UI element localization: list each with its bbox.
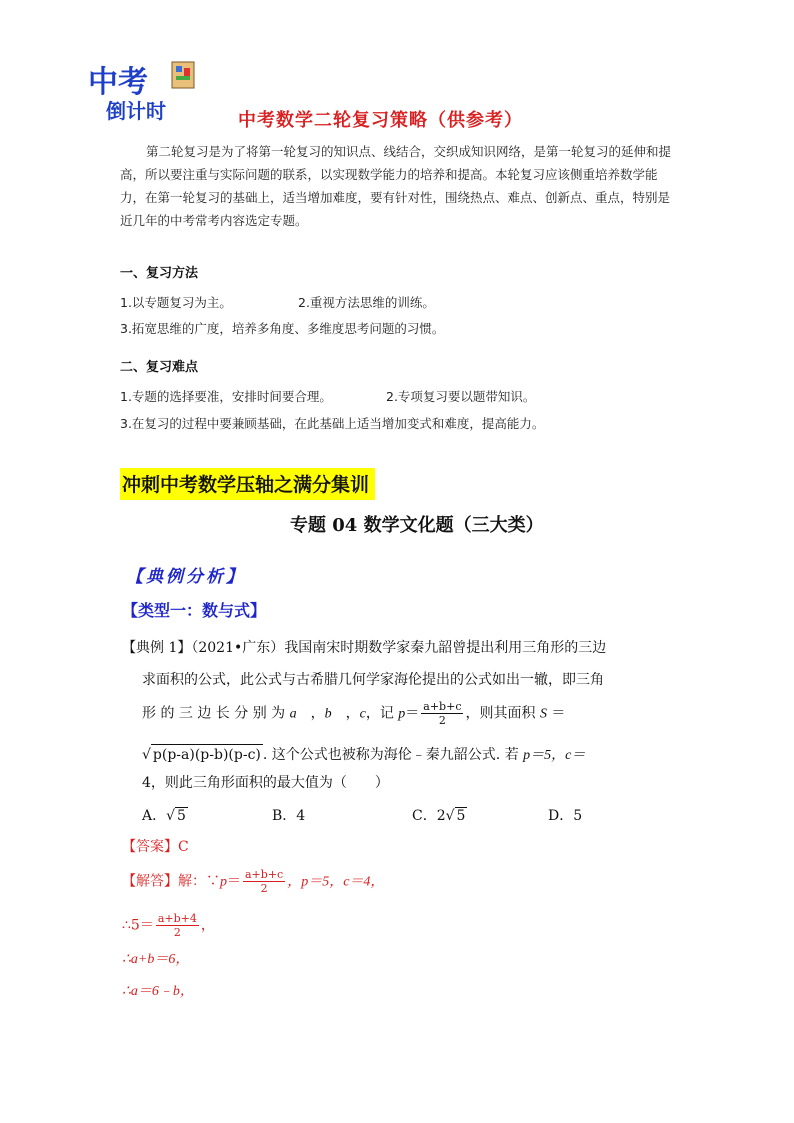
example-line5: 4，则此三角形面积的最大值为（ ）	[142, 775, 389, 791]
example-text3a: 形 的 三 边 长 分 别 为	[142, 705, 290, 722]
solution-fraction-num: a+b+c	[245, 868, 284, 881]
section1-item2: 2.重视方法思维的训练。	[298, 295, 435, 310]
solution-line2	[122, 912, 682, 939]
solution-l2-post: ，	[200, 917, 215, 934]
example-line3: 形 的 三 边 长 分 别 为 a ，b ，c，记 p＝ $\frac{a+b+c}{2}$ ，则其面积 S ＝	[142, 700, 566, 727]
solution-prefix: 解：∵	[178, 873, 220, 890]
example-text3b: ，记	[365, 705, 399, 722]
logo-line1: 中考	[88, 65, 148, 100]
section2-item3: 3.在复习的过程中要兼顾基础，在此基础上适当增加变式和难度，提高能力。	[120, 416, 545, 431]
example-text1: 我国南宋时期数学家秦九韶曾提出利用三角形的三边	[284, 640, 607, 656]
logo-graphic	[88, 58, 206, 124]
section1-heading: 一、复习方法	[120, 266, 199, 281]
solution-line3: ∴a+b＝6，	[122, 952, 190, 967]
var-c: c	[359, 706, 366, 722]
answer-label: 【答案】	[122, 839, 178, 855]
intro-paragraph: 第二轮复习是为了将第一轮复习的知识点、线结合，交织成知识网络，是第一轮复习的延伸和提高，所以要注重与实际问题的联系，以实现数学能力的培养和提高。本轮复习应该侧重培养数学能力，在第一轮复习的基础上，适当增加难度，要有针对性，围绕热点、难点、创新点、重点，特别是近几年的中考常考内容选定专题。	[120, 144, 672, 228]
topic-title: 专题 04 数学文化题（三大类）	[290, 515, 544, 536]
var-S: S	[539, 706, 547, 722]
fraction-denominator: 2	[438, 714, 446, 727]
fraction	[421, 700, 463, 727]
var-p: p	[398, 706, 406, 722]
solution-fraction-den: 2	[260, 882, 268, 895]
option-c-label: C．2	[412, 808, 446, 824]
solution-l2-fraction	[156, 912, 199, 939]
solution-fraction	[243, 868, 285, 895]
solution-l2-num: a+b+4	[157, 912, 197, 925]
section1-item3: 3.拓宽思维的广度，培养多角度、多维度思考问题的习惯。	[120, 321, 445, 336]
sqrt-icon: √	[166, 808, 176, 824]
option-a	[142, 805, 188, 825]
answer-value: C	[178, 839, 189, 855]
example-text4: . 这个公式也被称为海伦﹣秦九韶公式. 若	[262, 747, 524, 763]
highlight-banner: 冲刺中考数学压轴之满分集训	[120, 468, 375, 500]
sqrt-icon: √	[445, 808, 455, 824]
var-a: a	[289, 706, 297, 722]
var-b: b	[324, 706, 332, 722]
option-b: B．4	[272, 808, 306, 824]
option-c	[412, 805, 467, 825]
example-c4: c＝	[565, 748, 586, 763]
solution-rest: ，p＝5，c＝4，	[287, 874, 385, 890]
section1-item1: 1.以专题复习为主。	[120, 295, 232, 310]
sqrt-icon: √	[142, 747, 151, 763]
example-p5: p＝5，	[523, 748, 566, 763]
option-d: D．5	[548, 808, 583, 824]
example-source: （2021•广东）	[191, 640, 285, 656]
type-heading: 【类型一：数与式】	[122, 601, 267, 620]
example-label: 【典例 1】	[122, 640, 192, 656]
solution-l2-pre: ∴5＝	[122, 917, 154, 934]
logo-line2: 倒计时	[106, 99, 166, 123]
answer-line	[122, 837, 682, 857]
solution-line1	[122, 868, 682, 895]
section2-heading: 二、复习难点	[120, 360, 199, 375]
solution-line4: ∴a＝6﹣b，	[122, 984, 194, 999]
example-line4	[142, 744, 702, 766]
option-a-radicand: 5	[177, 808, 186, 824]
solution-label: 【解答】	[122, 873, 178, 890]
logo	[88, 58, 206, 124]
solution-var-p: p	[220, 874, 227, 890]
section2-item1: 1.专题的选择要准，安排时间要合理。	[120, 389, 332, 404]
example-line1	[122, 638, 682, 658]
solution-l2-den: 2	[173, 926, 181, 939]
solution-eq: ＝	[227, 873, 241, 890]
section2-item2: 2.专项复习要以题带知识。	[386, 389, 536, 404]
page-title: 中考数学二轮复习策略（供参考）	[238, 110, 523, 131]
sqrt-body: p(p-a)(p-b)(p-c)	[151, 744, 263, 765]
option-a-label: A．	[142, 808, 167, 824]
example-line2: 求面积的公式，此公式与古希腊几何学家海伦提出的公式如出一辙，即三角	[142, 672, 604, 688]
equals-sign: ＝	[551, 705, 566, 722]
option-c-radicand: 5	[456, 808, 466, 824]
fraction-numerator: a+b+c	[423, 700, 462, 713]
analysis-heading: 【典例分析】	[126, 567, 246, 587]
example-text3c: ，则其面积	[465, 705, 540, 722]
